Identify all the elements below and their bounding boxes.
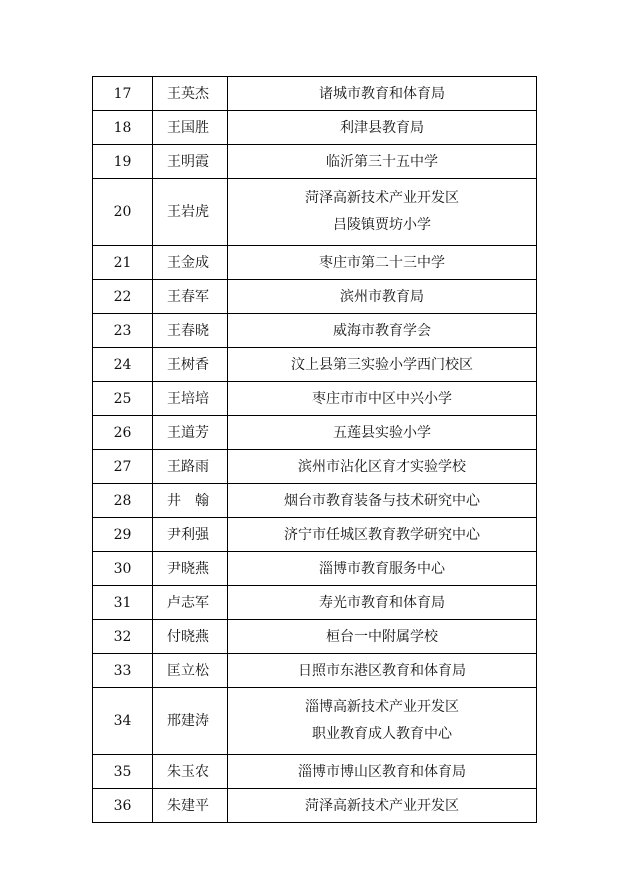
table-row <box>93 348 537 382</box>
work-unit-line: 临沂第三十五中学 <box>326 153 438 170</box>
row-number: 23 <box>93 314 153 348</box>
row-number: 31 <box>93 586 153 620</box>
person-name: 王树香 <box>153 348 228 382</box>
table-row <box>93 416 537 450</box>
table-row <box>93 145 537 179</box>
person-name: 井 翰 <box>153 484 228 518</box>
work-unit-line: 利津县教育局 <box>340 119 424 136</box>
person-name: 朱玉农 <box>153 755 228 789</box>
work-unit <box>228 552 537 586</box>
work-unit <box>228 620 537 654</box>
person-name: 王国胜 <box>153 111 228 145</box>
work-unit <box>228 179 537 246</box>
work-unit <box>228 789 537 823</box>
person-name: 王英杰 <box>153 77 228 111</box>
table-row <box>93 450 537 484</box>
table-row <box>93 586 537 620</box>
person-name: 匡立松 <box>153 654 228 688</box>
work-unit-line: 职业教育成人教育中心 <box>312 726 452 742</box>
work-unit-line: 菏泽高新技术产业开发区 <box>305 190 459 206</box>
table-row <box>93 280 537 314</box>
work-unit-line: 枣庄市第二十三中学 <box>319 254 445 271</box>
work-unit-line: 滨州市沾化区育才实验学校 <box>298 458 466 475</box>
work-unit-line: 汶上县第三实验小学西门校区 <box>291 356 473 373</box>
work-unit <box>228 348 537 382</box>
table-row <box>93 654 537 688</box>
row-number: 35 <box>93 755 153 789</box>
row-number: 30 <box>93 552 153 586</box>
person-name: 王培培 <box>153 382 228 416</box>
work-unit <box>228 484 537 518</box>
table-row <box>93 382 537 416</box>
work-unit <box>228 586 537 620</box>
person-name: 邢建涛 <box>153 688 228 755</box>
work-unit-line: 寿光市教育和体育局 <box>319 594 445 611</box>
person-name: 朱建平 <box>153 789 228 823</box>
work-unit-line: 吕陵镇贾坊小学 <box>333 217 431 233</box>
work-unit-line: 滨州市教育局 <box>340 288 424 305</box>
work-unit-line: 诸城市教育和体育局 <box>319 85 445 102</box>
row-number: 22 <box>93 280 153 314</box>
work-unit <box>228 145 537 179</box>
work-unit-line: 枣庄市市中区中兴小学 <box>312 390 452 407</box>
work-unit <box>228 77 537 111</box>
table-row <box>93 755 537 789</box>
row-number: 27 <box>93 450 153 484</box>
row-number: 32 <box>93 620 153 654</box>
person-name: 王明霞 <box>153 145 228 179</box>
table-row <box>93 111 537 145</box>
row-number: 28 <box>93 484 153 518</box>
work-unit-line: 烟台市教育装备与技术研究中心 <box>284 492 480 509</box>
row-number: 29 <box>93 518 153 552</box>
work-unit <box>228 518 537 552</box>
table-row <box>93 314 537 348</box>
work-unit <box>228 688 537 755</box>
row-number: 33 <box>93 654 153 688</box>
row-number: 25 <box>93 382 153 416</box>
person-name: 王路雨 <box>153 450 228 484</box>
work-unit-line: 济宁市任城区教育教学研究中心 <box>284 526 480 543</box>
work-unit <box>228 246 537 280</box>
person-name: 付晓燕 <box>153 620 228 654</box>
roster-table <box>92 76 537 823</box>
work-unit <box>228 382 537 416</box>
row-number: 36 <box>93 789 153 823</box>
work-unit-line: 淄博市教育服务中心 <box>319 560 445 577</box>
row-number: 34 <box>93 688 153 755</box>
work-unit <box>228 450 537 484</box>
row-number: 19 <box>93 145 153 179</box>
work-unit <box>228 654 537 688</box>
person-name: 尹利强 <box>153 518 228 552</box>
row-number: 17 <box>93 77 153 111</box>
person-name: 王春军 <box>153 280 228 314</box>
row-number: 20 <box>93 179 153 246</box>
work-unit-line: 威海市教育学会 <box>333 322 431 339</box>
table-row <box>93 552 537 586</box>
row-number: 21 <box>93 246 153 280</box>
table-row <box>93 77 537 111</box>
person-name: 王春晓 <box>153 314 228 348</box>
work-unit <box>228 314 537 348</box>
row-number: 26 <box>93 416 153 450</box>
table-row <box>93 620 537 654</box>
work-unit-line: 淄博市博山区教育和体育局 <box>298 763 466 780</box>
table-row <box>93 179 537 246</box>
table-row <box>93 518 537 552</box>
work-unit <box>228 280 537 314</box>
work-unit-line: 五莲县实验小学 <box>333 424 431 441</box>
table-row <box>93 688 537 755</box>
work-unit <box>228 111 537 145</box>
work-unit-line: 菏泽高新技术产业开发区 <box>305 797 459 814</box>
work-unit-line: 桓台一中附属学校 <box>326 628 438 645</box>
table-row <box>93 484 537 518</box>
work-unit-line: 淄博高新技术产业开发区 <box>305 699 459 715</box>
table-row <box>93 246 537 280</box>
work-unit-line: 日照市东港区教育和体育局 <box>298 662 466 679</box>
person-name: 王岩虎 <box>153 179 228 246</box>
person-name: 卢志军 <box>153 586 228 620</box>
person-name: 王金成 <box>153 246 228 280</box>
person-name: 王道芳 <box>153 416 228 450</box>
row-number: 18 <box>93 111 153 145</box>
work-unit <box>228 416 537 450</box>
person-name: 尹晓燕 <box>153 552 228 586</box>
row-number: 24 <box>93 348 153 382</box>
work-unit <box>228 755 537 789</box>
table-row <box>93 789 537 823</box>
